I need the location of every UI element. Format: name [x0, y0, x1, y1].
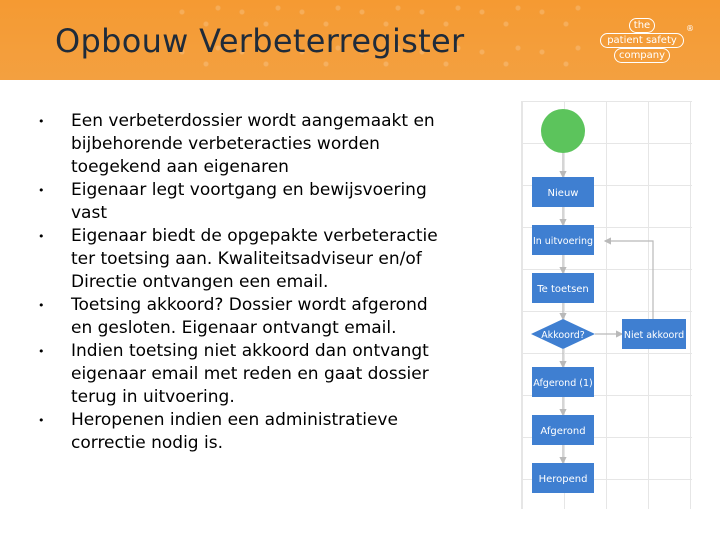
bullet-item — [38, 179, 438, 225]
bullet-dot: • — [38, 299, 45, 312]
bullet-dot: • — [38, 184, 45, 197]
bullet-item — [38, 340, 438, 409]
node-afgerond-label: Afgerond — [540, 426, 586, 437]
connector-nietakkoord-uitvoering — [605, 241, 653, 321]
bullet-item — [38, 409, 438, 455]
bullet-list — [38, 110, 438, 455]
header-bar — [0, 0, 720, 80]
workflow-diagram — [521, 101, 692, 509]
logo-line-2: patient safety — [600, 33, 684, 48]
logo-registered-mark: ® — [686, 24, 694, 33]
logo-line-1: the — [629, 18, 655, 33]
workflow-svg — [522, 101, 692, 509]
start-node — [541, 109, 585, 153]
bullet-text: Eigenaar legt voortgang en bewijsvoering vast — [71, 180, 427, 223]
node-in-uitvoering-label: In uitvoering — [532, 236, 594, 247]
node-niet-akkoord-label: Niet akkoord — [623, 330, 685, 341]
node-heropend-label: Heropend — [538, 474, 588, 485]
bullet-item — [38, 225, 438, 294]
bullet-text: Heropenen indien een administratieve correctie nodig is. — [71, 410, 398, 453]
bullet-text: Toetsing akkoord? Dossier wordt afgerond en gesloten. Eigenaar ontvangt email. — [71, 295, 428, 338]
node-akkoord-label: Akkoord? — [541, 330, 585, 341]
bullet-dot: • — [38, 230, 45, 243]
bullet-item — [38, 110, 438, 179]
bullet-text: Eigenaar biedt de opgepakte verbeteractie ter toetsing aan. Kwaliteitsadviseur en/of Directie ontvangen een email. — [71, 226, 438, 292]
node-afgerond-1-label: Afgerond (1) — [533, 378, 593, 389]
bullet-dot: • — [38, 115, 45, 128]
bullet-dot: • — [38, 345, 45, 358]
bullet-text: Een verbeterdossier wordt aangemaakt en bijbehorende verbeteracties worden toegekend aan eigenaren — [71, 111, 435, 177]
bullet-item — [38, 294, 438, 340]
bullet-dot: • — [38, 414, 45, 427]
page-title: Opbouw Verbeterregister — [55, 22, 465, 60]
company-logo — [596, 18, 694, 61]
node-nieuw-label: Nieuw — [547, 188, 579, 199]
bullet-text: Indien toetsing niet akkoord dan ontvangt eigenaar email met reden en gaat dossier terug in uitvoering. — [71, 341, 429, 407]
node-te-toetsen-label: Te toetsen — [537, 284, 589, 295]
logo-line-3: company — [614, 48, 670, 63]
